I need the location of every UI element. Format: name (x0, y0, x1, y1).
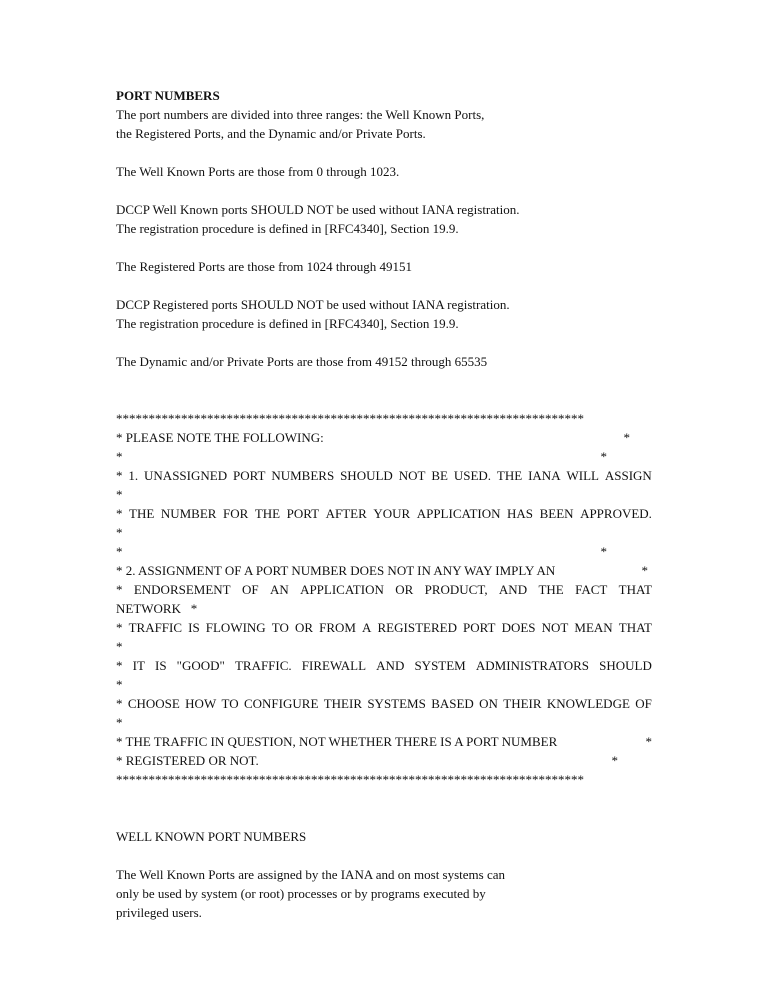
word: IANA (528, 468, 561, 483)
word: MEAN (574, 620, 613, 635)
notice-heading-row (116, 428, 630, 447)
notice-star: * (116, 449, 123, 464)
word: APPROVED. (580, 506, 652, 521)
word: NOT (541, 620, 569, 635)
dccp-registered-line-1: DCCP Registered ports SHOULD NOT be used without IANA registration. (116, 297, 510, 312)
well-known-body-line-1: The Well Known Ports are assigned by the IANA and on most systems can (116, 867, 506, 882)
word: HOW (185, 696, 217, 711)
word: AND (376, 658, 405, 673)
notice-heading: * PLEASE NOTE THE FOLLOWING: (116, 430, 324, 445)
word: ADMINISTRATORS (475, 658, 590, 673)
word: USED. (453, 468, 492, 483)
word: CHOOSE (127, 696, 180, 711)
word: SYSTEMS (367, 696, 426, 711)
word: NUMBER (160, 506, 217, 521)
word: BE (431, 468, 448, 483)
word: THE (254, 506, 281, 521)
notice-item1-line2 (116, 504, 652, 523)
word: THE (538, 582, 564, 597)
word: * (116, 696, 123, 711)
word: ON (479, 696, 498, 711)
word: FLOWING (205, 620, 266, 635)
notice-star: * (611, 753, 618, 768)
word: AN (269, 582, 289, 597)
notice-item1-line1 (116, 466, 652, 485)
word: CONFIGURE (243, 696, 319, 711)
well-known-heading: WELL KNOWN PORT NUMBERS (116, 829, 307, 844)
word: YOUR (373, 506, 411, 521)
word: SYSTEM (414, 658, 466, 673)
notice-item2-line1-row (116, 561, 648, 580)
notice-box (116, 409, 652, 789)
word: KNOWLEDGE (546, 696, 630, 711)
notice-item2-line6: * THE TRAFFIC IN QUESTION, NOT WHETHER THERE IS A PORT NUMBER (116, 734, 558, 749)
well-known-body-line-2: only be used by system (or root) processes or by programs executed by (116, 886, 486, 901)
word: "GOOD" (176, 658, 225, 673)
word: A (362, 620, 372, 635)
notice-star-line: * (116, 677, 123, 692)
word: * (116, 620, 123, 635)
word: THEIR (323, 696, 362, 711)
word: REGISTERED (377, 620, 457, 635)
notice-item2-line6-row (116, 732, 652, 751)
word: TRAFFIC (128, 620, 183, 635)
word: FROM (319, 620, 356, 635)
notice-star: * (645, 734, 652, 749)
word: PORT (232, 468, 266, 483)
word: BASED (431, 696, 474, 711)
intro-line-2: the Registered Ports, and the Dynamic and/or Private Ports. (116, 126, 426, 141)
notice-star: * (641, 563, 648, 578)
word: * (116, 658, 123, 673)
word: OF (241, 582, 259, 597)
word: IS (155, 658, 167, 673)
notice-item2-line2-wrap: NETWORK * (116, 601, 198, 616)
notice-item2-line1: * 2. ASSIGNMENT OF A PORT NUMBER DOES NOT IN ANY WAY IMPLY AN (116, 563, 556, 578)
word: DOES (501, 620, 536, 635)
notice-blank-row (116, 447, 607, 466)
dccp-well-known-line-2: The registration procedure is defined in [RFC4340], Section 19.9. (116, 221, 459, 236)
notice-item2-line7: * REGISTERED OR NOT. (116, 753, 259, 768)
word: PRODUCT, (424, 582, 488, 597)
notice-star-line: * (116, 525, 123, 540)
word: NUMBERS (271, 468, 335, 483)
word: IT (132, 658, 145, 673)
word: APPLICATION (416, 506, 501, 521)
word: ENDORSEMENT (133, 582, 231, 597)
word: * (116, 468, 123, 483)
word: SHOULD (599, 658, 652, 673)
word: 1. (128, 468, 139, 483)
registered-range: The Registered Ports are those from 1024 through 49151 (116, 259, 413, 274)
notice-star-line: * (116, 639, 123, 654)
word: OF (635, 696, 652, 711)
word: THEIR (503, 696, 542, 711)
notice-item2-line7-row (116, 751, 618, 770)
word: BEEN (539, 506, 574, 521)
word: APPLICATION (300, 582, 384, 597)
word: TRAFFIC. (234, 658, 292, 673)
word: IS (188, 620, 200, 635)
word: TO (271, 620, 289, 635)
intro-line-1: The port numbers are divided into three ranges: the Well Known Ports, (116, 107, 485, 122)
word: THAT (618, 582, 652, 597)
notice-item2-line2 (116, 580, 652, 599)
word: AND (498, 582, 528, 597)
word: NOT (398, 468, 426, 483)
word: PORT (463, 620, 496, 635)
notice-star-line: * (116, 715, 123, 730)
word: THE (496, 468, 523, 483)
page-title: PORT NUMBERS (116, 88, 220, 103)
word: THAT (618, 620, 652, 635)
notice-item2-line4 (116, 656, 652, 675)
word: FACT (575, 582, 608, 597)
word: * (116, 582, 123, 597)
word: PORT (286, 506, 320, 521)
notice-star-line: * (116, 487, 123, 502)
document-page (116, 86, 652, 922)
notice-border-top: ************************************************************************ (116, 411, 584, 426)
word: TO (221, 696, 239, 711)
notice-blank-row (116, 542, 607, 561)
dccp-well-known-line-1: DCCP Well Known ports SHOULD NOT be used without IANA registration. (116, 202, 520, 217)
word: HAS (507, 506, 534, 521)
word: * (116, 506, 123, 521)
notice-item2-line5 (116, 694, 652, 713)
word: OR (395, 582, 414, 597)
notice-star: * (600, 544, 607, 559)
dccp-registered-line-2: The registration procedure is defined in [RFC4340], Section 19.9. (116, 316, 459, 331)
notice-item2-line3 (116, 618, 652, 637)
well-known-body-line-3: privileged users. (116, 905, 202, 920)
dynamic-range: The Dynamic and/or Private Ports are those from 49152 through 65535 (116, 354, 488, 369)
word: ASSIGN (604, 468, 652, 483)
word: WILL (566, 468, 599, 483)
word: SHOULD (340, 468, 393, 483)
word: THE (129, 506, 155, 521)
notice-border-bottom: ************************************************************************ (116, 772, 584, 787)
notice-star: * (600, 449, 607, 464)
notice-star: * (116, 544, 123, 559)
word: AFTER (325, 506, 367, 521)
well-known-range: The Well Known Ports are those from 0 through 1023. (116, 164, 400, 179)
notice-star: * (623, 430, 630, 445)
word: OR (294, 620, 314, 635)
word: FIREWALL (301, 658, 367, 673)
word: FOR (223, 506, 249, 521)
word: UNASSIGNED (144, 468, 228, 483)
